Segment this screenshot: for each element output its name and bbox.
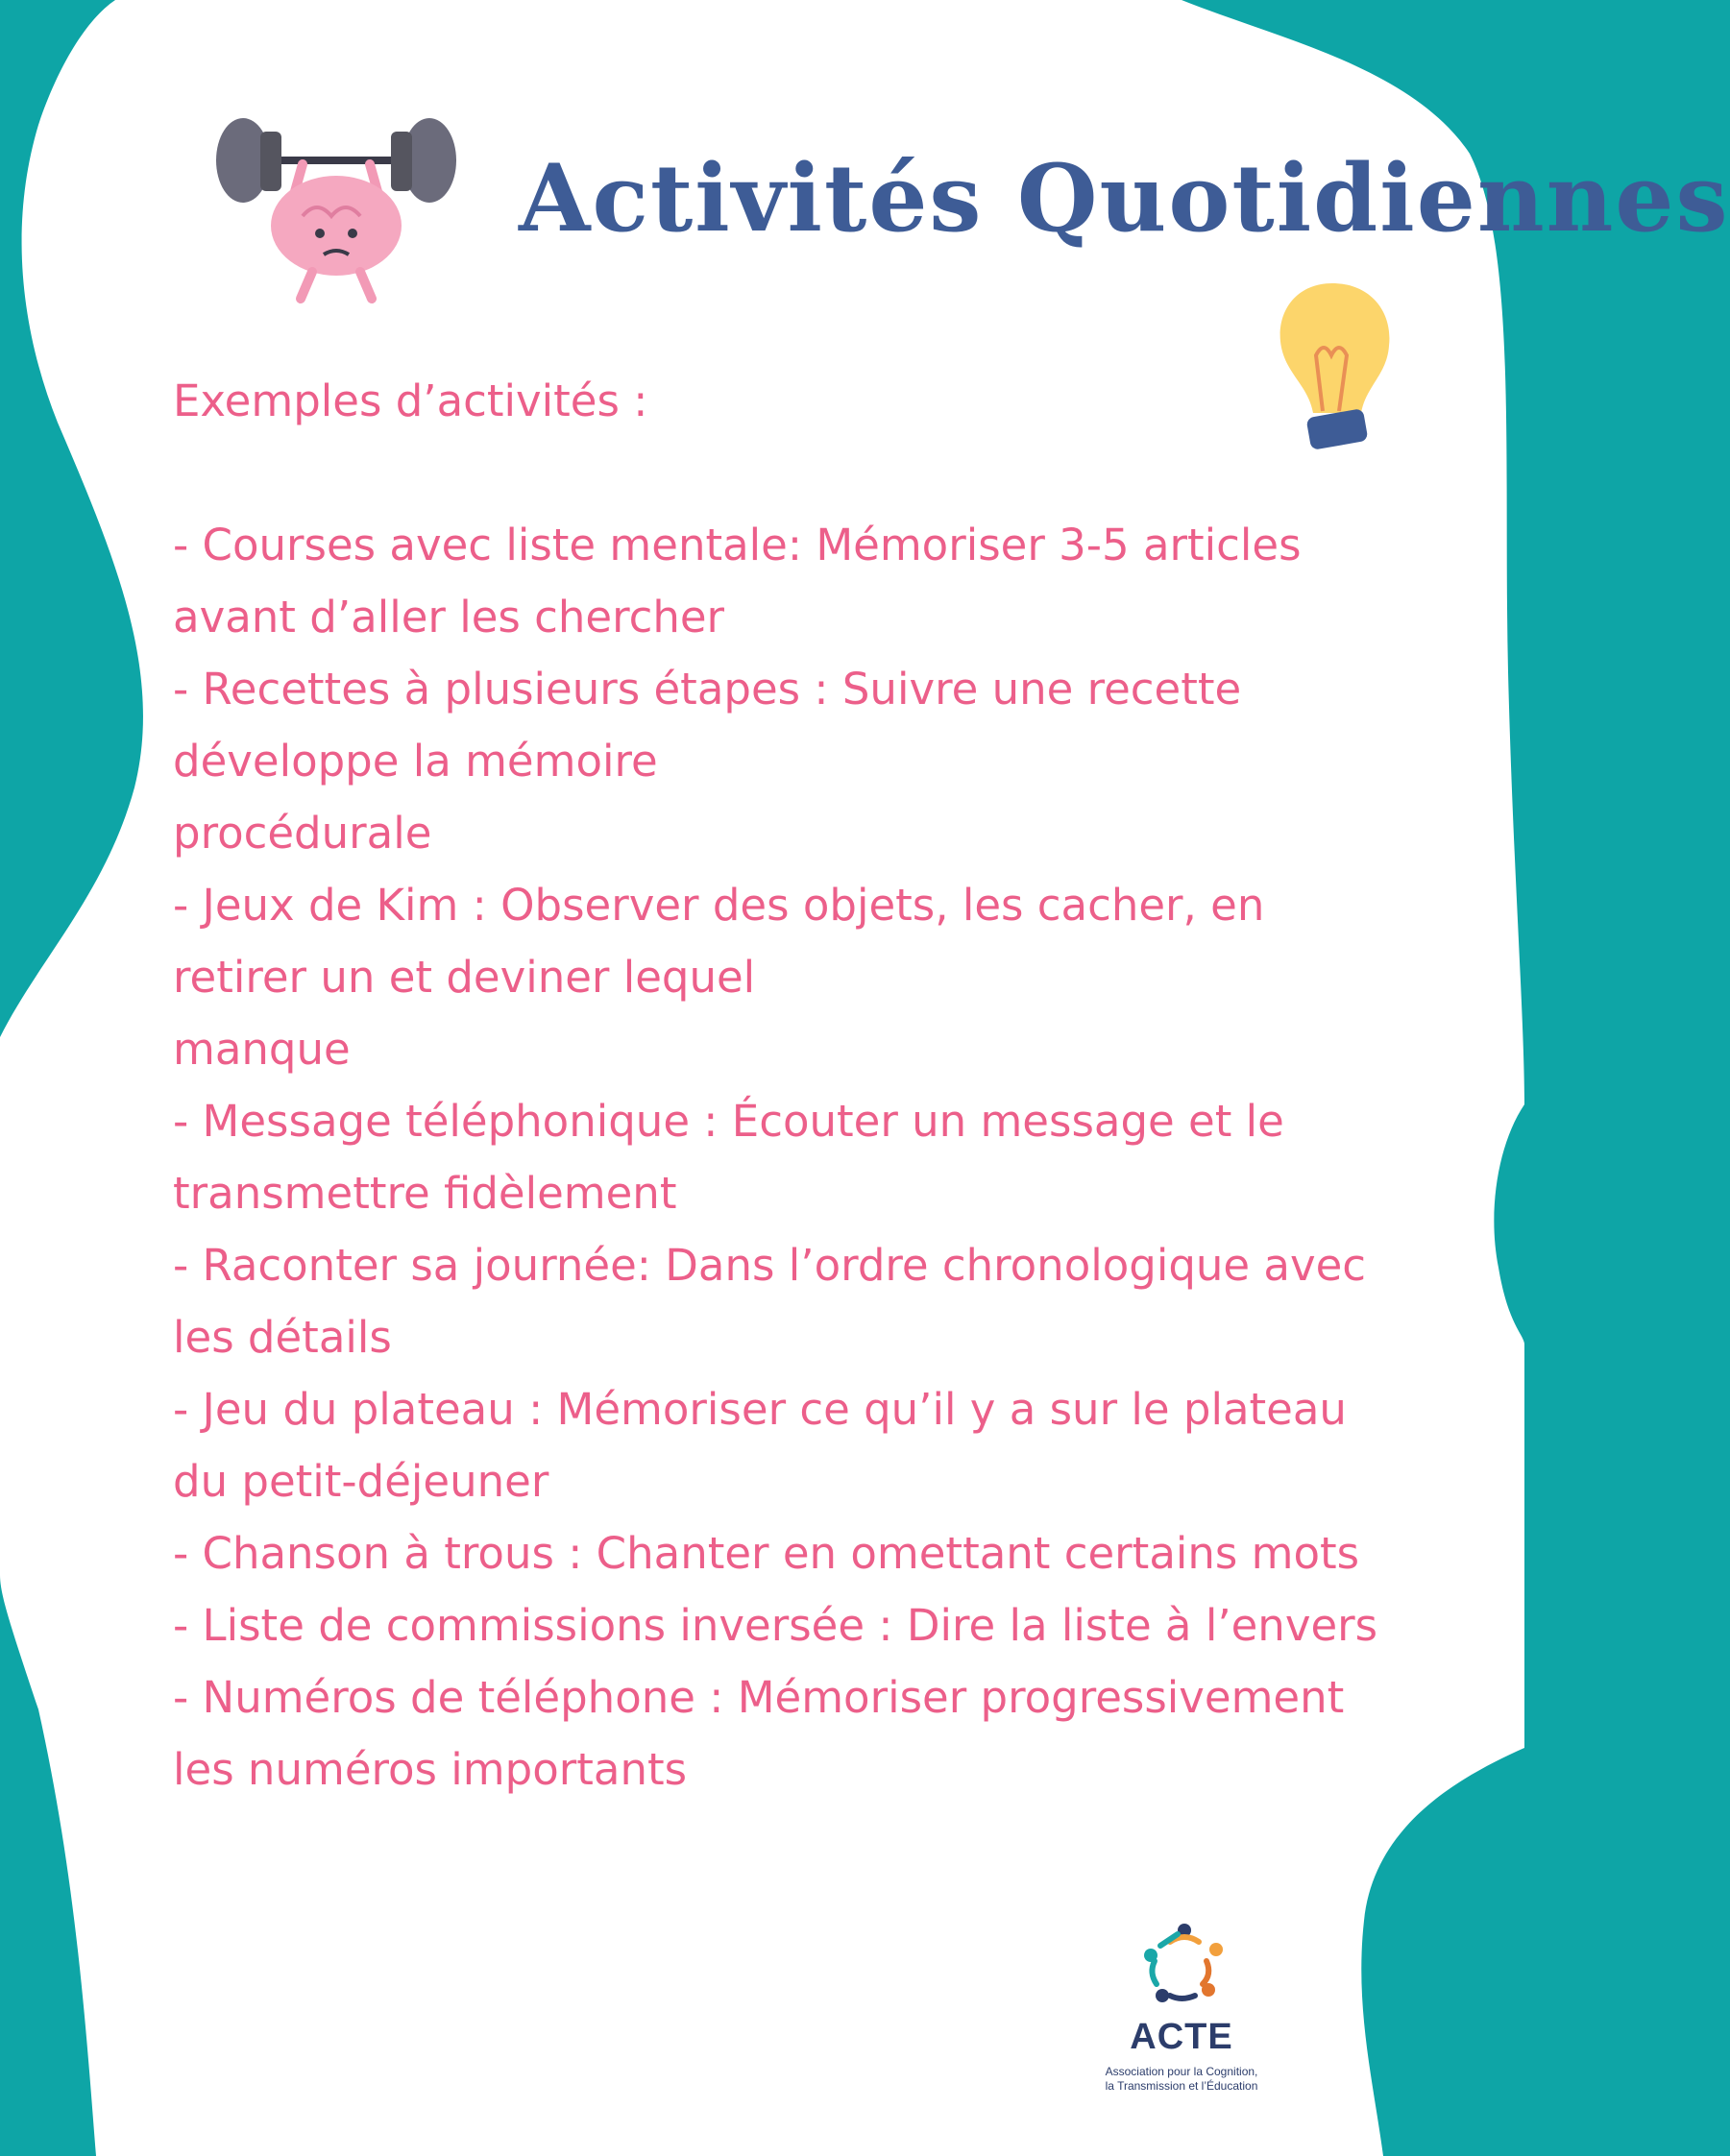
activities-list (173, 365, 1393, 1805)
list-item: - Message téléphonique : Écouter un message et le transmettre fidèlement (173, 1096, 1284, 1219)
logo-subtitle (1066, 2065, 1297, 2094)
list-item: - Jeux de Kim : Observer des objets, les cacher, en retirer un et deviner lequel (173, 880, 1265, 1003)
logo-subtitle-line: Association pour la Cognition, (1105, 2065, 1258, 2078)
logo-name: ACTE (1130, 2017, 1233, 2057)
list-item: procédurale (173, 808, 432, 859)
brain-weightlifting-icon (197, 110, 475, 303)
list-item: - Raconter sa journée: Dans l’ordre chronologique avec les détails (173, 1240, 1367, 1363)
list-heading: Exemples d’activités : (173, 375, 648, 426)
list-item: - Liste de commissions inversée : Dire la liste à l’envers (173, 1600, 1378, 1651)
acte-logo-icon (1141, 1921, 1228, 2007)
logo-subtitle-line: la Transmission et l’Éducation (1105, 2079, 1258, 2093)
list-item: - Recettes à plusieurs étapes : Suivre une recette développe la mémoire (173, 664, 1242, 787)
list-item: - Jeu du plateau : Mémoriser ce qu’il y a sur le plateau du petit-déjeuner (173, 1384, 1347, 1507)
list-item: manque (173, 1024, 351, 1075)
page-title: Activités Quotidiennes (519, 144, 1730, 253)
list-item: - Chanson à trous : Chanter en omettant certains mots (173, 1528, 1360, 1579)
list-item: - Courses avec liste mentale: Mémoriser 3-5 articles avant d’aller les chercher (173, 520, 1302, 642)
list-item: - Numéros de téléphone : Mémoriser progressivement les numéros importants (173, 1672, 1345, 1795)
